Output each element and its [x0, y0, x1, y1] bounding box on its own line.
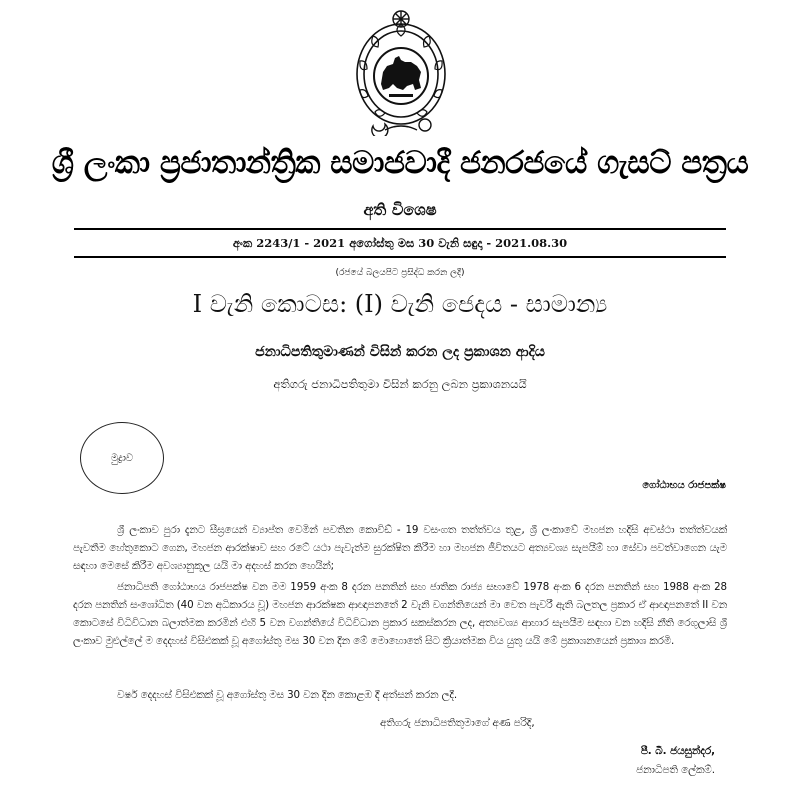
top-divider [74, 228, 726, 230]
part-title: I වැනි කොටස: (I) වැනි ජෙදය - සාමාන්‍ය [192, 290, 608, 318]
proclamation-subtitle: අතිගරු ජනාධිපතිතුමා විසින් කරනු ලබන ප්‍රකාශනයයි [273, 377, 527, 391]
proclamation-title: ජනාධිපතිතුමාණන් විසින් කරන ලද ප්‍රකාශන ආදිය [255, 344, 545, 360]
extraordinary-label: අති විශෙෂ [363, 200, 437, 219]
body-paragraph-1: ශ්‍රී ලංකාව පුරා දැනට සීඝ්‍රයෙන් ව්‍යාප්ත වෙමින් පවතින කොවිඩ් - 19 වසංගත තත්ත්වය තුළ, ශ්‍රී ලංකාවේ මහජන හදිසි අවස්ථා තත්ත්වයක් පැවතීම හේතුකොට ගෙන, මහජන ආරක්ෂාව සහ රටේ යථා පැවැත්ම සුරක්ෂිත කිරීම හා මහජන ජීවිතයට අත්‍යවශ්‍ය සැපයීම් හා සේවා පවත්වාගෙන යැම සඳහා මෙසේ කිරීම අවශ්‍යානුකූල යයි මා අදහස් කරන හෙයින්; [73, 524, 727, 572]
authority-note: (රජයේ බලයපිට ප්‍රසිද්ධ කරන ලදී) [335, 268, 465, 278]
seal-placeholder [80, 422, 164, 494]
seal-label: මුද්‍රාව [110, 452, 134, 464]
secretary-title: ජනාධිපති ලේකම්. [636, 764, 715, 776]
body-paragraph-2: ජනාධිපති ගෝඨාභය රාජපක්ෂ වන මම 1959 අංක 8 දරන පනතින් සහ ජාතික රාජ්‍ය සභාවේ 1978 අංක 6 දරන පනතින් සහ 1988 අංක 28 දරන පනතින් සංශෝධිත (40 වන අධිකාරය වූ) මහජන ආරක්ෂක ආඥාපනතේ 2 වැනි වගන්තියෙන් මා වෙත පැවරී ඇති බලතල ප්‍රකාර ඒ ආඥාපනතේ II වන කොටසේ විධිවිධාන බලාත්මක කරමින් එහි 5 වන වගන්තියේ විධිවිධාන ප්‍රකාර සකස්කරන ලද, අත්‍යවශ්‍ය ආහාර සැපයීම සඳහා වන හදිසි නීති රෙගුලාසි ශ්‍රී ලංකාව මුළුල්ලේ ම දෙදහස් විසිඑකක් වූ අගෝස්තු මස 30 වන දින මේ මොහොතේ සිට ක්‍රියාත්මක විය යුතු යයි මේ ප්‍රකාශනයෙන් ප්‍රකාශ කරමි. [73, 581, 727, 647]
body-paragraph-3: වර්ෂ දෙදහස් විසිඑකක් වූ අගෝස්තු මස 30 වන දින කොළඹ දී අත්සන් කරන ලදී. [117, 689, 458, 701]
gazette-title: ශ්‍රී ලංකා ප්‍රජාතාන්ත්‍රික සමාජවාදී ජනරජයේ ගැසට් පත්‍රය [51, 145, 749, 181]
signer-name: ගෝඨාභය රාජපක්ෂ [642, 480, 726, 491]
state-emblem-icon [333, 6, 469, 136]
secretary-name: පී. බී. ජයසුන්දර, [640, 745, 715, 757]
by-command-line: අතිගරු ජනාධිපතිතුමාගේ අණ පරිදි, [380, 717, 535, 729]
issue-line: අංක 2243/1 - 2021 අගෝස්තු මස 30 වැනි සඳුදා - 2021.08.30 [232, 236, 568, 250]
bottom-divider [74, 256, 726, 258]
